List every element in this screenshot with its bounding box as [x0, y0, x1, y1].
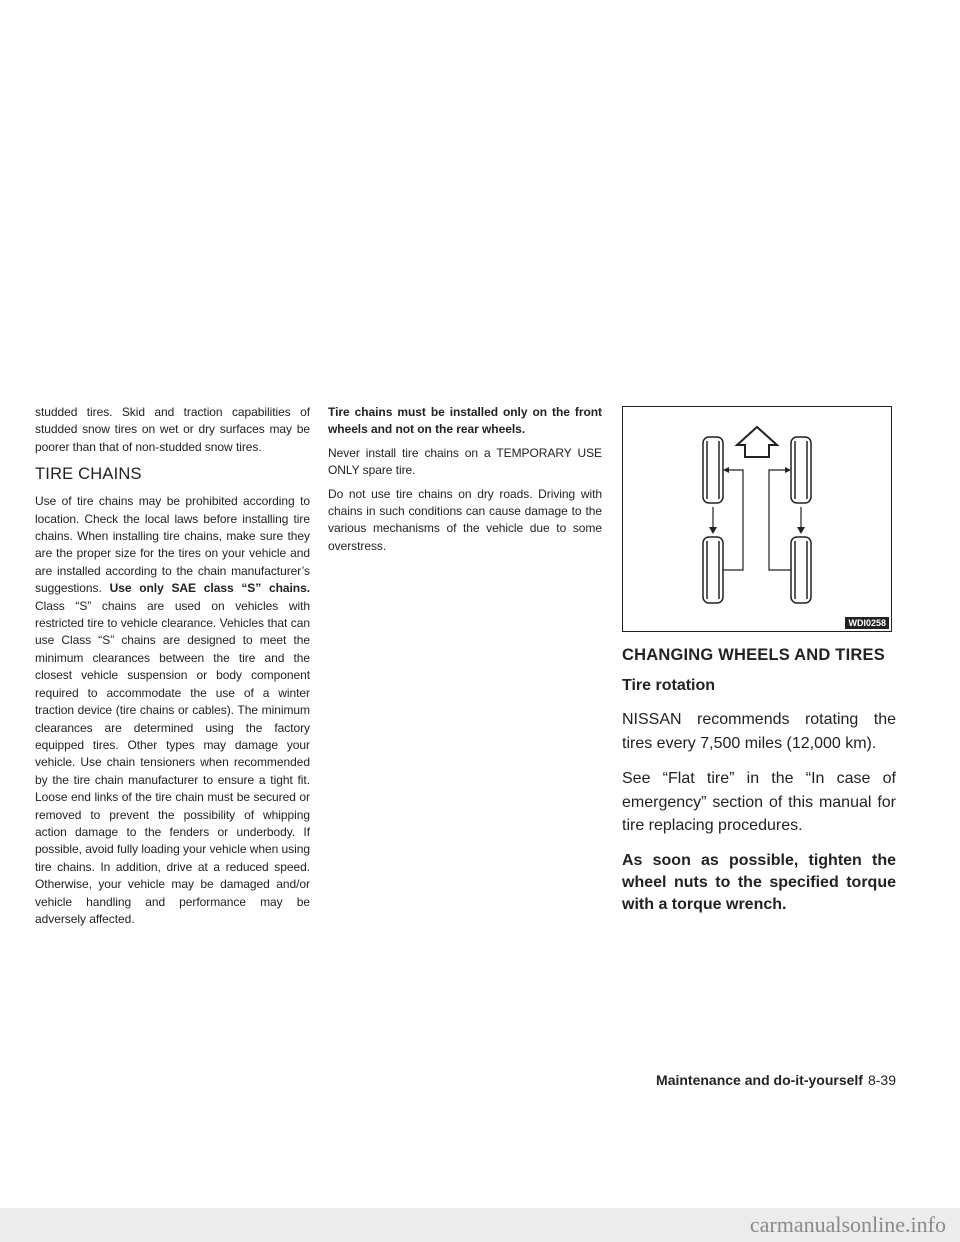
dry-roads-note: Do not use tire chains on dry roads. Driving with chains in such conditions can cause damage to the various mechanisms of the vehicle due to some overstress. — [328, 486, 602, 553]
sae-chains-warning: Use only SAE class “S” chains. — [109, 581, 310, 596]
front-left-tire-icon — [703, 437, 723, 503]
tire-rotation-figure — [622, 406, 892, 632]
left-column — [35, 404, 310, 934]
rear-right-tire-icon — [791, 537, 811, 603]
section-title: Maintenance and do-it-yourself — [656, 1072, 863, 1088]
right-column — [622, 404, 896, 916]
tire-chains-paragraph — [35, 493, 310, 928]
tire-chains-text-b: Class “S” chains are used on vehicles with restricted tire to vehicle clearance. Vehicles that can use Class “S” chains are designed to meet the minimum clearances between the tire and the closest vehicle suspension or body component required to accommodate the use of a winter traction device (tire chains or cables). The minimum clearances are determined using the factory equipped tires. Other types may damage your vehicle. Use chain tensioners when recommended by the tire chain manufacturer to ensure a tight fit. Loose end links of the tire chain must be secured or removed to prevent the possibility of whipping action damage to the fenders or underbody. If possible, avoid fully loading your vehicle when using tire chains. In addition, drive at a reduced speed. Otherwise, your vehicle may be damaged and/or vehicle handling and performance may be adversely affected. — [35, 598, 310, 926]
spare-tire-note: Never install tire chains on a TEMPORARY USE ONLY spare tire. — [328, 445, 602, 478]
watermark-bar — [0, 1208, 960, 1242]
rear-left-tire-icon — [703, 537, 723, 603]
rotation-recommendation: NISSAN recommends rotating the tires every 7,500 miles (12,000 km). — [622, 711, 896, 752]
figure-code: WDI0258 — [845, 617, 889, 629]
page-footer — [620, 1072, 896, 1088]
tire-chains-text-a: Use of tire chains may be prohibited according to location. Check the local laws before installing tire chains. When installing tire chains, make sure they are the proper size for the tires on your vehicle and are installed according to the chain manufacturer’s suggestions. — [35, 494, 310, 596]
changing-wheels-heading: CHANGING WHEELS AND TIRES — [622, 646, 885, 664]
forward-arrow-icon — [737, 427, 777, 457]
tire-rotation-subheading: Tire rotation — [622, 677, 716, 694]
tire-rotation-diagram-icon — [623, 407, 893, 633]
page-number: 8-39 — [867, 1072, 896, 1088]
intro-paragraph: studded tires. Skid and traction capabilities of studded snow tires on wet or dry surfaces may be poorer than that of non-studded snow tires. — [35, 405, 310, 454]
front-wheels-warning: Tire chains must be installed only on the front wheels and not on the rear wheels. — [328, 405, 602, 437]
flat-tire-reference: See “Flat tire” in the “In case of emergency” section of this manual for tire replacing procedures. — [622, 770, 896, 834]
tire-chains-heading: TIRE CHAINS — [35, 465, 142, 484]
torque-warning: As soon as possible, tighten the wheel nuts to the specified torque with a torque wrench. — [622, 851, 896, 913]
watermark-text[interactable]: carmanualsonline.info — [749, 1212, 946, 1237]
middle-column — [328, 404, 602, 561]
front-right-tire-icon — [791, 437, 811, 503]
